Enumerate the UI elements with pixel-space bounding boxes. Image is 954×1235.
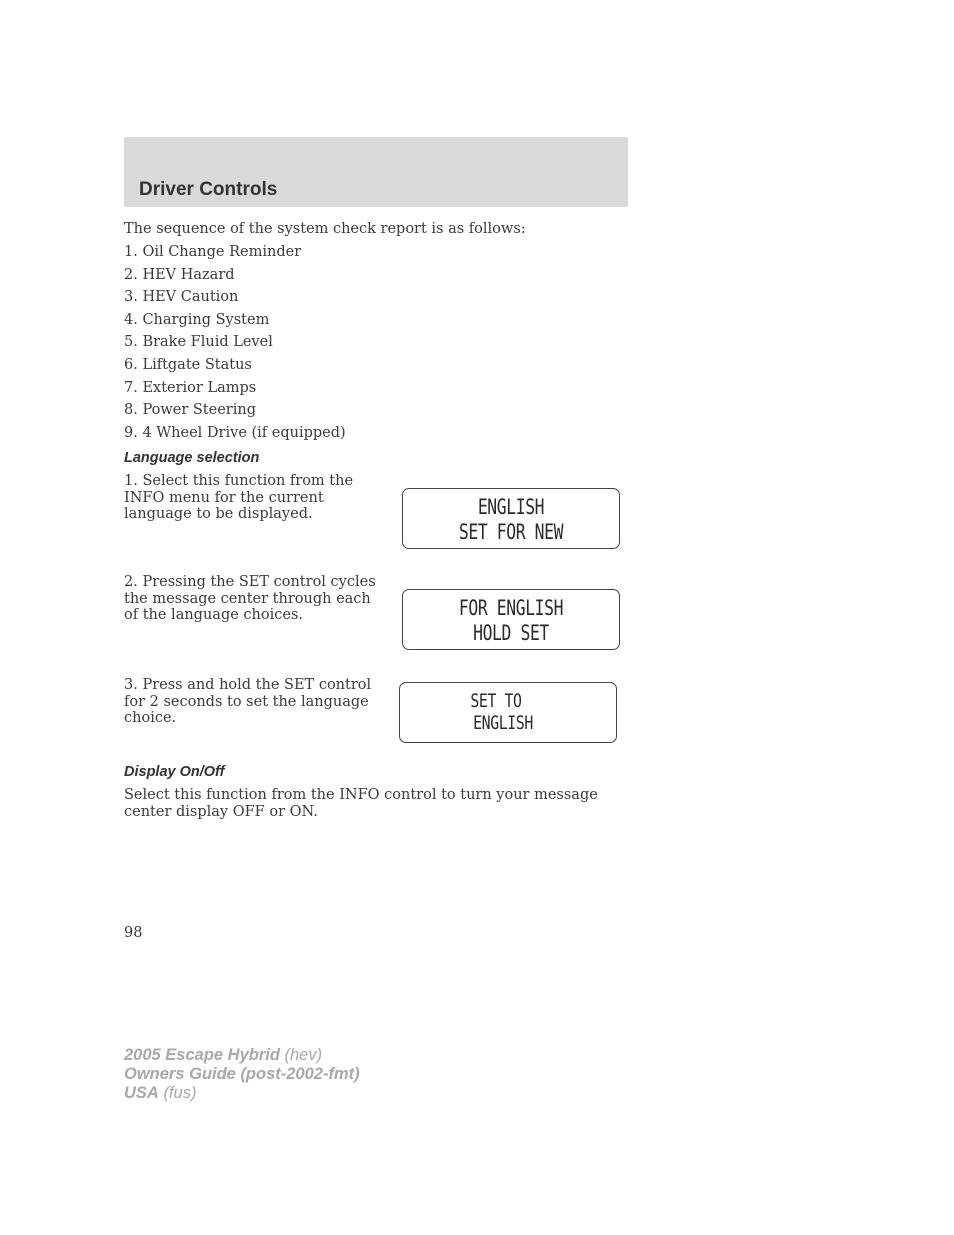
message-center-display-2 [402,589,620,650]
display-line: ENGLISH [477,495,545,519]
list-item: 9. 4 Wheel Drive (if equipped) [124,424,346,441]
footer-market-code: (fus) [163,1084,197,1102]
footer-line-3 [124,1084,360,1103]
message-center-display-1 [402,488,620,549]
intro-text: The sequence of the system check report is as follows: [124,221,526,237]
section-header-band [124,137,628,207]
footer-guide: Owners Guide (post-2002-fmt) [124,1065,360,1083]
page-number: 98 [124,925,143,941]
section-title: Driver Controls [139,179,278,200]
system-check-list [124,243,346,446]
display-onoff-text: Select this function from the INFO control to turn your message center display OFF or ON. [124,787,598,820]
list-item: 3. HEV Caution [124,289,239,306]
language-step-2: 2. Pressing the SET control cycles the message center through each of the language choices. [124,574,376,623]
footer-market: USA [124,1084,159,1102]
message-center-display-3 [399,682,617,743]
language-step-3: 3. Press and hold the SET control for 2 seconds to set the language choice. [124,677,372,726]
display-line: ENGLISH [473,712,533,734]
footer-model: 2005 Escape Hybrid [124,1046,280,1064]
list-item: 7. Exterior Lamps [124,379,257,396]
display-line: SET TO [470,690,522,712]
display-line: SET FOR NEW [458,520,564,544]
display-onoff-heading: Display On/Off [124,764,225,780]
list-item: 1. Oil Change Reminder [124,244,302,260]
language-step-1: 1. Select this function from the INFO menu for the current language to be displayed. [124,473,354,522]
document-footer [124,1046,360,1103]
list-item: 8. Power Steering [124,402,256,419]
list-item: 6. Liftgate Status [124,356,252,373]
list-item: 4. Charging System [124,311,270,328]
footer-line-1 [124,1046,360,1065]
language-selection-heading: Language selection [124,450,260,466]
footer-line-2 [124,1065,360,1084]
list-item: 5. Brake Fluid Level [124,334,273,351]
display-line: HOLD SET [473,621,549,645]
list-item: 2. HEV Hazard [124,266,235,283]
display-line: FOR ENGLISH [458,596,564,620]
footer-model-code: (hev) [284,1046,323,1064]
